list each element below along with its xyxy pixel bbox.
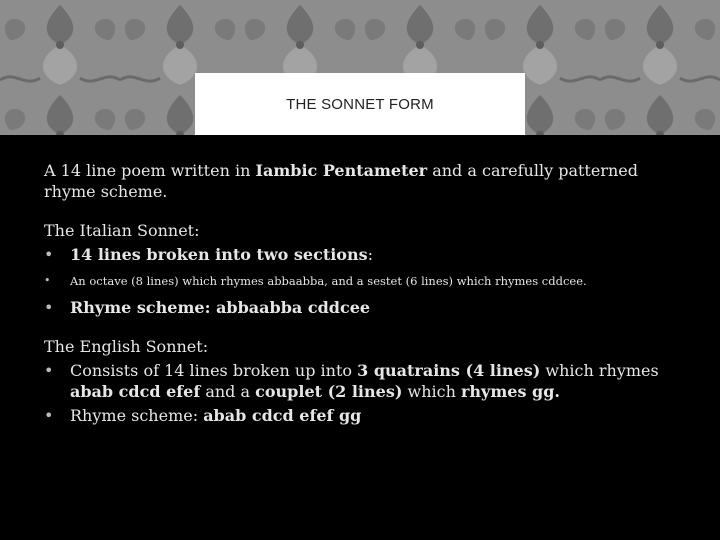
intro-paragraph: A 14 line poem written in Iambic Pentameter and a carefully patterned rhyme scheme. — [44, 161, 638, 201]
list-item: • Rhyme scheme: abbaabba cddcee — [44, 298, 371, 317]
english-list — [44, 360, 684, 426]
list-item: • Consists of 14 lines broken up into 3 quatrains (4 lines) which rhymes abab cdcd efef and a couplet (2 lines) which rhymes gg. — [44, 361, 659, 401]
italian-heading: The Italian Sonnet: — [44, 221, 200, 240]
list-item: • Rhyme scheme: abab cdcd efef gg — [44, 406, 362, 425]
italian-list — [44, 244, 684, 318]
slide-title: THE SONNET FORM — [286, 95, 434, 113]
list-item: • An octave (8 lines) which rhymes abbaabba, and a sestet (6 lines) which rhymes cddcee. — [44, 274, 587, 288]
damask-banner — [0, 0, 720, 135]
slide-body — [44, 160, 684, 429]
list-item: • 14 lines broken into two sections: — [44, 245, 373, 264]
title-box — [195, 73, 525, 135]
english-heading: The English Sonnet: — [44, 337, 209, 356]
